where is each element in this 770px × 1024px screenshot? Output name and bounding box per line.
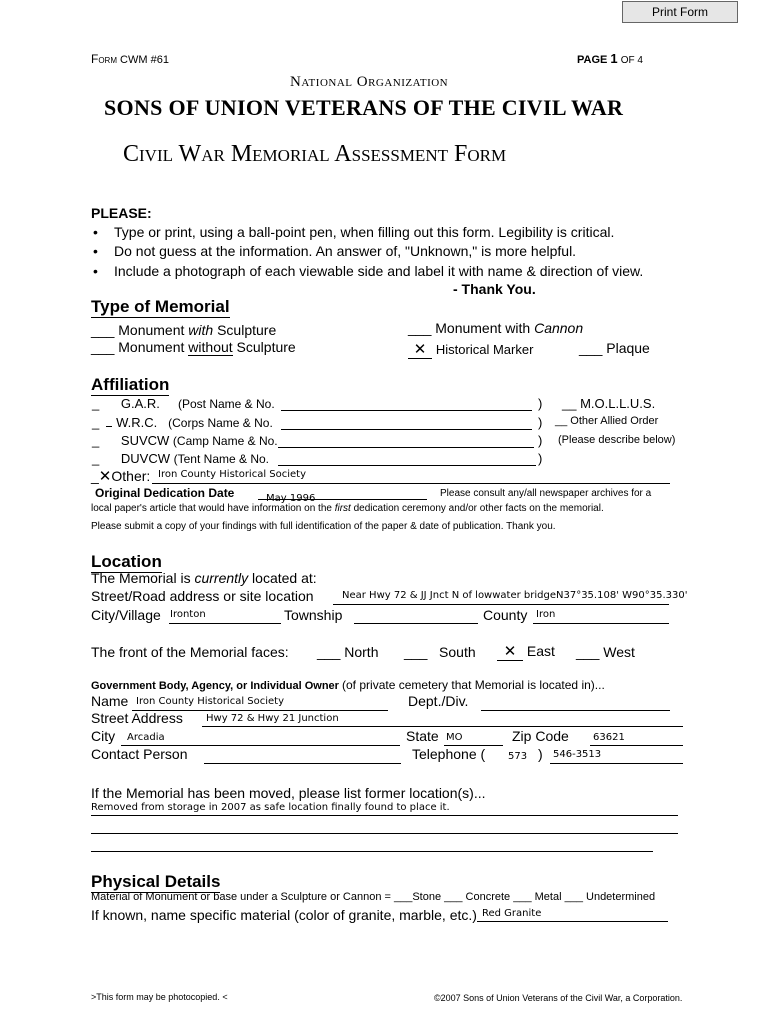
footer-photocopy: >This form may be photocopied. <: [91, 992, 228, 1002]
affiliation-other-allied[interactable]: __ Other Allied Order: [555, 415, 659, 427]
option-monument-with-sculpture[interactable]: ___ Monument with Sculpture: [91, 322, 277, 338]
specific-material-label: If known, name specific material (color of granite, marble, etc.): [91, 907, 477, 923]
faces-north[interactable]: ___ North: [317, 644, 379, 660]
option-plaque[interactable]: ___ Plaque: [579, 340, 650, 356]
contact-label: Contact Person: [91, 746, 188, 762]
please-describe-note: (Please describe below): [558, 434, 676, 446]
please-item: •: [93, 224, 98, 240]
city-value[interactable]: Ironton: [170, 609, 206, 620]
city-label: City/Village: [91, 607, 161, 623]
thank-you: - Thank You.: [453, 281, 536, 297]
please-item-text: Type or print, using a ball-point pen, when filling out this form. Legibility is critical.: [114, 224, 615, 240]
street-label: Street/Road address or site location: [91, 588, 314, 604]
faces-west[interactable]: ___ West: [576, 644, 635, 660]
page-number: 1: [610, 51, 618, 66]
location-heading: Location: [91, 552, 162, 571]
form-id-number: CWM #61: [117, 54, 169, 66]
affiliation-duvcw[interactable]: _ DUVCW (Tent Name & No.: [92, 451, 270, 466]
option-historical-marker[interactable]: ✕ Historical Marker: [408, 340, 533, 359]
county-label: County: [483, 607, 528, 623]
dept-label: Dept./Div.: [408, 693, 469, 709]
phone-label: Telephone (: [412, 746, 486, 762]
form-id: [91, 52, 169, 66]
faces-south[interactable]: ___ South: [404, 644, 476, 660]
page-total: OF 4: [620, 55, 643, 66]
owner-street-value[interactable]: Hwy 72 & Hwy 21 Junction: [206, 713, 339, 724]
paren: ): [538, 433, 543, 448]
please-item: •: [93, 263, 98, 279]
specific-material-value[interactable]: Red Granite: [482, 908, 542, 919]
affiliation-suvcw[interactable]: _ SUVCW (Camp Name & No.: [92, 433, 278, 448]
check-mark-icon: ✕: [408, 340, 432, 359]
type-of-memorial-heading: Type of Memorial: [91, 297, 230, 316]
moved-answer[interactable]: Removed from storage in 2007 as safe location finally found to place it.: [91, 802, 450, 813]
check-mark-icon: ✕: [98, 468, 112, 485]
faces-east[interactable]: ✕ East: [497, 642, 555, 661]
owner-name-value[interactable]: Iron County Historical Society: [136, 696, 285, 707]
state-label: State: [406, 728, 439, 744]
faces-label: The front of the Memorial faces:: [91, 644, 289, 660]
page-label: PAGE: [577, 54, 608, 66]
affiliation-heading: Affiliation: [91, 375, 170, 394]
dedication-date-label: Original Dedication Date: [95, 486, 235, 500]
please-heading: PLEASE:: [91, 205, 152, 221]
please-item: •: [93, 243, 98, 259]
option-monument-with-cannon[interactable]: ___ Monument with Cannon: [408, 320, 584, 336]
state-value[interactable]: MO: [446, 732, 463, 743]
phone-value[interactable]: 546-3513: [553, 749, 602, 760]
please-item-text: Do not guess at the information. An answer of, "Unknown," is more helpful.: [114, 243, 577, 259]
affiliation-mollus[interactable]: __ M.O.L.L.U.S.: [562, 396, 656, 411]
zip-label: Zip Code: [512, 728, 569, 744]
currently-located: The Memorial is currently located at:: [91, 570, 317, 586]
affiliation-gar[interactable]: _ G.A.R. (Post Name & No.: [92, 396, 275, 411]
archives-note: Please submit a copy of your findings with full identification of the paper & date of publication. Thank you.: [91, 521, 556, 532]
moved-question: If the Memorial has been moved, please list former location(s)...: [91, 785, 486, 801]
print-form-button[interactable]: Print Form: [622, 1, 738, 23]
page-indicator: [577, 51, 643, 66]
affiliation-other[interactable]: _✕Other:: [91, 468, 151, 485]
material-line[interactable]: Material of Monument or base under a Sculpture or Cannon = ___Stone ___ Concrete ___ Metal ___ Undetermined: [91, 891, 656, 903]
paren: ): [538, 396, 543, 411]
owner-city-value[interactable]: Arcadia: [127, 732, 165, 743]
dedication-date-value[interactable]: May 1996: [266, 493, 316, 504]
other-value[interactable]: Iron County Historical Society: [158, 469, 307, 480]
street-value[interactable]: Near Hwy 72 & JJ Jnct N of lowwater bridgeN37°35.108' W90°35.330': [342, 590, 688, 601]
form-id-prefix: Form: [91, 52, 117, 66]
area-code[interactable]: 573: [508, 751, 528, 762]
org-line: National Organization: [290, 74, 449, 90]
form-title: Civil War Memorial Assessment Form: [123, 141, 507, 167]
owner-street-label: Street Address: [91, 710, 183, 726]
archives-note: local paper's article that would have information on the first dedication ceremony and/or other facts on the memorial.: [91, 503, 604, 514]
physical-heading: Physical Details: [91, 872, 221, 891]
owner-name-label: Name: [91, 693, 129, 709]
check-mark-icon: ✕: [497, 642, 523, 661]
archives-note: Please consult any/all newspaper archives for a: [440, 488, 652, 499]
paren: ): [538, 415, 543, 430]
option-monument-without-sculpture[interactable]: ___ Monument without Sculpture: [91, 339, 296, 355]
zip-value[interactable]: 63621: [593, 732, 625, 743]
owner-city-label: City: [91, 728, 116, 744]
footer-copyright: ©2007 Sons of Union Veterans of the Civil War, a Corporation.: [434, 993, 683, 1003]
main-title: SONS OF UNION VETERANS OF THE CIVIL WAR: [104, 95, 624, 120]
owner-heading: Government Body, Agency, or Individual Owner (of private cemetery that Memorial is located in)...: [91, 678, 605, 692]
township-label: Township: [284, 607, 343, 623]
please-item-text: Include a photograph of each viewable side and label it with name & direction of view.: [114, 263, 644, 279]
paren: ): [538, 451, 543, 466]
phone-close: ): [538, 746, 543, 762]
county-value[interactable]: Iron: [536, 609, 556, 620]
affiliation-wrc[interactable]: _ W.R.C. (Corps Name & No.: [92, 415, 273, 430]
